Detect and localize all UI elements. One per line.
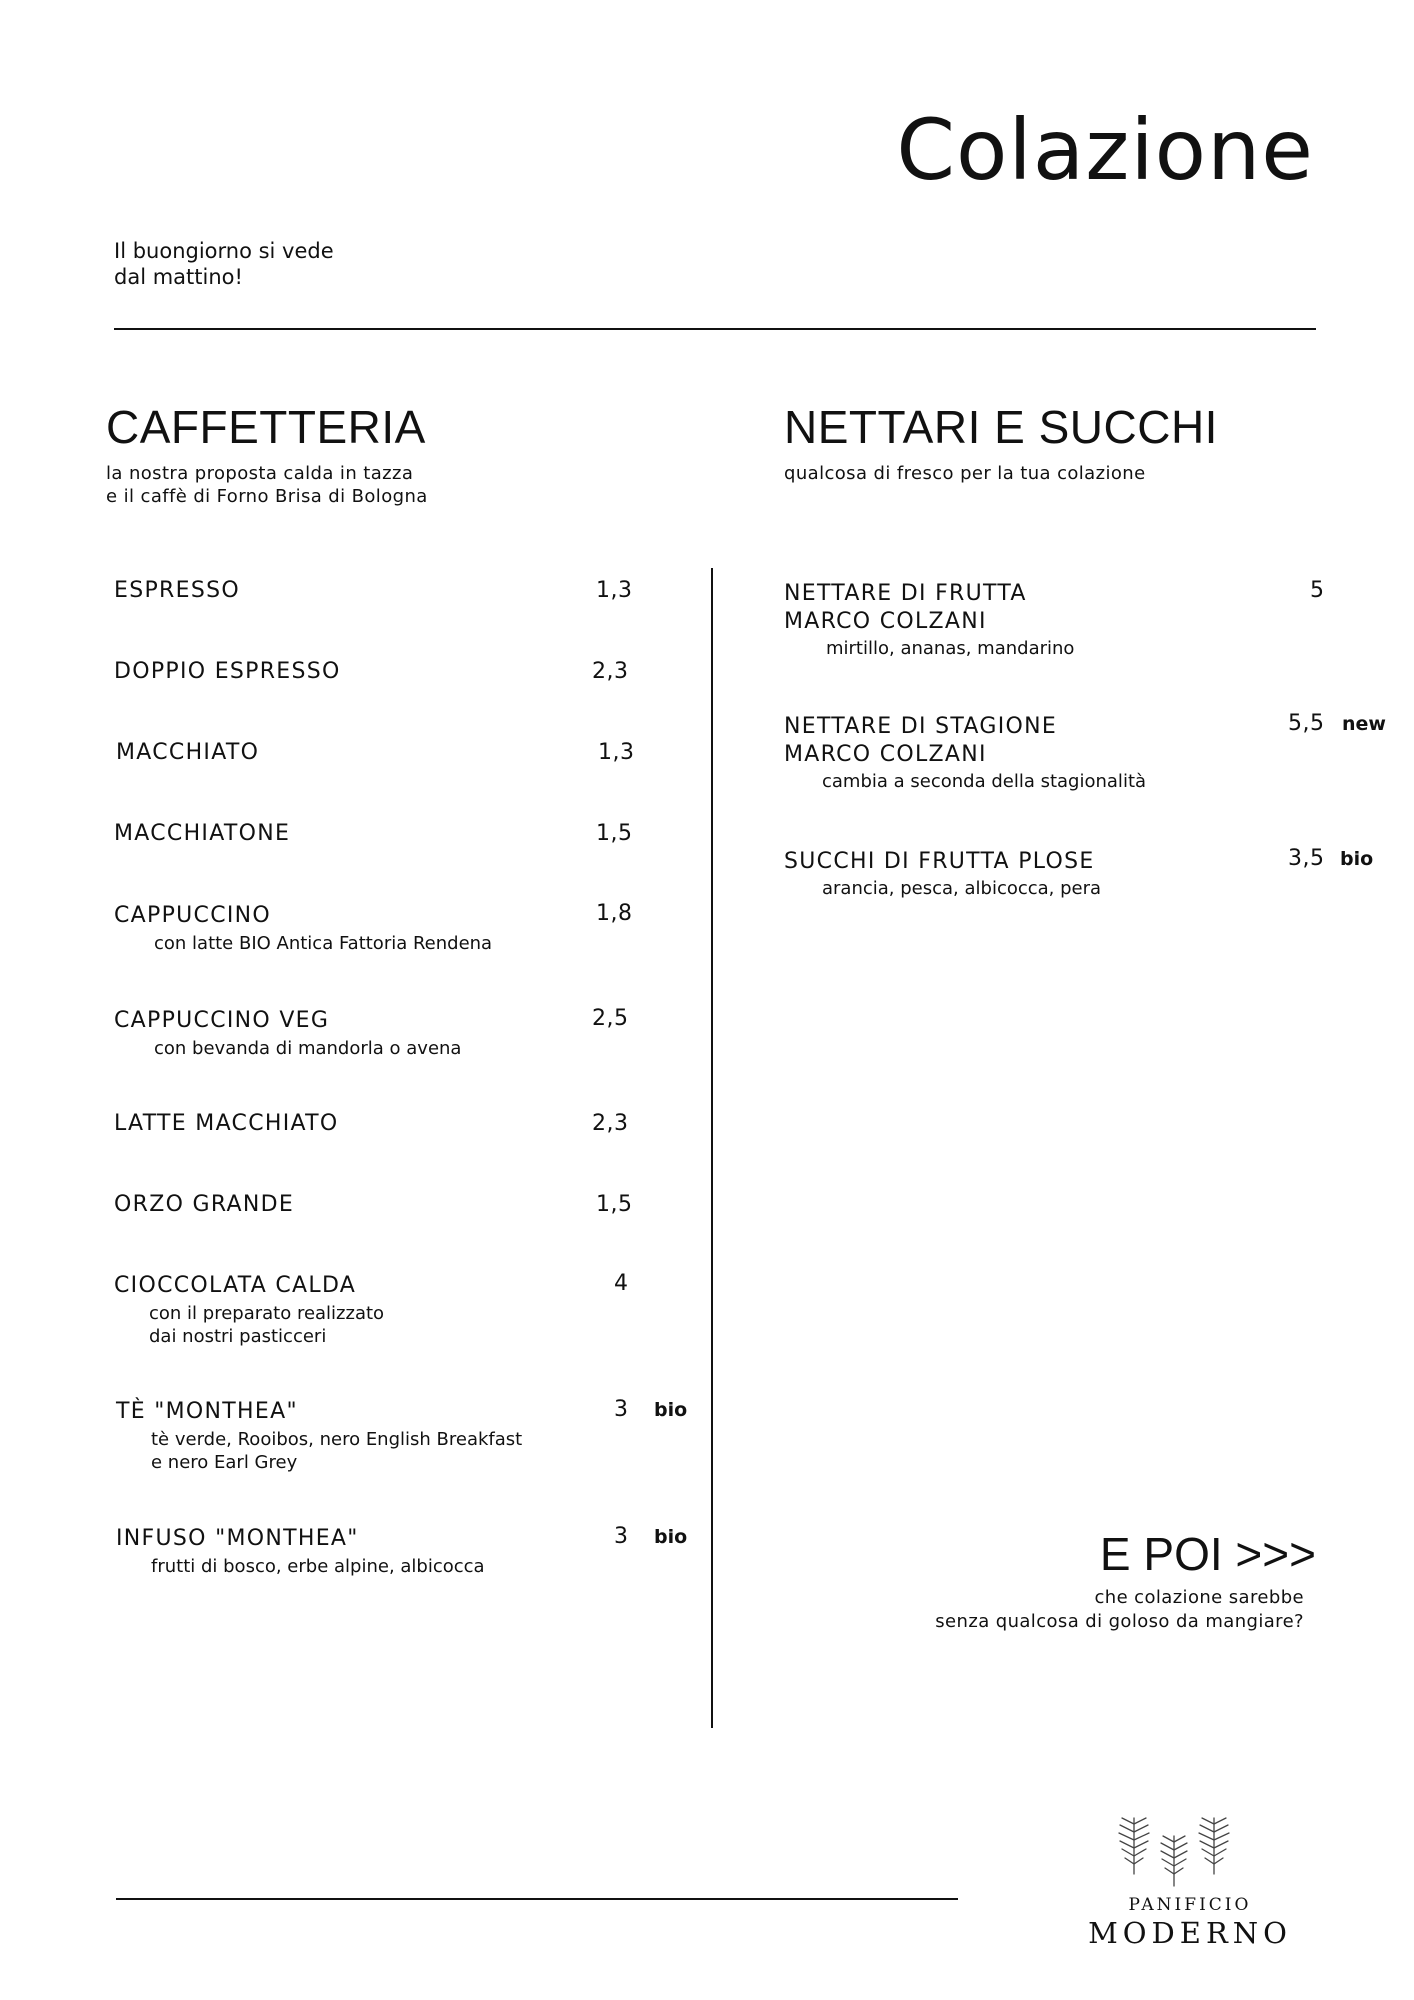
top-divider: [114, 328, 1316, 330]
menu-item-name: TÈ "MONTHEA": [116, 1399, 298, 1424]
menu-item-price: 1,3: [596, 578, 633, 603]
menu-item-name: MARCO COLZANI: [784, 609, 987, 634]
menu-item-name: ORZO GRANDE: [114, 1192, 295, 1217]
tagline: [114, 238, 434, 290]
menu-item-description: arancia, pesca, albicocca, pera: [822, 878, 1102, 899]
epoi-subtitle: [935, 1586, 1304, 1634]
menu-item-price: 1,5: [596, 821, 633, 846]
bio-badge: bio: [1340, 848, 1374, 870]
caffetteria-subtitle-line-2: e il caffè di Forno Brisa di Bologna: [106, 486, 428, 507]
menu-item-description: con latte BIO Antica Fattoria Rendena: [154, 933, 493, 954]
menu-item-name: CAPPUCCINO VEG: [114, 1008, 330, 1033]
menu-item-description: frutti di bosco, erbe alpine, albicocca: [151, 1556, 485, 1577]
menu-item-name: MACCHIATONE: [114, 821, 291, 846]
menu-item-description: cambia a seconda della stagionalità: [822, 771, 1147, 792]
menu-item-price: 1,3: [598, 740, 635, 765]
bio-badge: bio: [654, 1526, 688, 1548]
menu-item-name: LATTE MACCHIATO: [114, 1111, 339, 1136]
logo-moderno: MODERNO: [1088, 1916, 1292, 1950]
nettari-subtitle: qualcosa di fresco per la tua colazione: [784, 463, 1146, 484]
caffetteria-subtitle-line-1: la nostra proposta calda in tazza: [106, 463, 414, 484]
menu-item-price: 2,3: [592, 1111, 629, 1136]
caffetteria-title: CAFFETTERIA: [106, 401, 426, 453]
menu-item-description: con il preparato realizzato: [149, 1303, 385, 1324]
menu-item-price: 2,3: [592, 659, 629, 684]
epoi-title: E POI >>>: [1099, 1528, 1316, 1580]
menu-item-price: 1,5: [596, 1192, 633, 1217]
menu-item-price: 1,8: [596, 901, 633, 926]
menu-item-price: 5,5: [1288, 711, 1325, 736]
menu-item-price: 4: [614, 1271, 629, 1296]
tagline-line-1: Il buongiorno si vede: [114, 239, 334, 263]
menu-item-description: tè verde, Rooibos, nero English Breakfast: [151, 1429, 523, 1450]
menu-item-price: 3,5: [1288, 846, 1325, 871]
menu-item-price: 3: [614, 1397, 629, 1422]
new-badge: new: [1342, 713, 1386, 735]
menu-item-name: MACCHIATO: [116, 740, 260, 765]
bottom-divider: [116, 1898, 958, 1900]
caffetteria-subtitle: [106, 462, 428, 508]
menu-item-name: ESPRESSO: [114, 578, 240, 603]
menu-item-description: dai nostri pasticceri: [149, 1326, 327, 1347]
menu-item-name: SUCCHI DI FRUTTA PLOSE: [784, 849, 1095, 874]
wheat-logo-icon: [1112, 1816, 1236, 1888]
nettari-title: NETTARI E SUCCHI: [784, 401, 1218, 453]
menu-item-name: CIOCCOLATA CALDA: [114, 1273, 357, 1298]
menu-item-name: NETTARE DI FRUTTA: [784, 581, 1027, 606]
menu-item-name: MARCO COLZANI: [784, 742, 987, 767]
page-title: Colazione: [896, 101, 1314, 199]
menu-item-name: CAPPUCCINO: [114, 903, 272, 928]
logo-panificio: PANIFICIO: [1128, 1895, 1252, 1915]
menu-item-description: con bevanda di mandorla o avena: [154, 1038, 462, 1059]
epoi-subtitle-line-1: che colazione sarebbe: [1094, 1587, 1304, 1608]
tagline-line-2: dal mattino!: [114, 265, 243, 289]
menu-item-name: INFUSO "MONTHEA": [116, 1526, 359, 1551]
epoi-subtitle-line-2: senza qualcosa di goloso da mangiare?: [935, 1611, 1304, 1632]
menu-item-price: 2,5: [592, 1006, 629, 1031]
menu-item-price: 5: [1310, 578, 1325, 603]
menu-item-name: NETTARE DI STAGIONE: [784, 714, 1058, 739]
column-divider: [711, 568, 713, 1728]
bio-badge: bio: [654, 1399, 688, 1421]
menu-item-description: e nero Earl Grey: [151, 1452, 298, 1473]
menu-item-price: 3: [614, 1524, 629, 1549]
menu-item-description: mirtillo, ananas, mandarino: [826, 638, 1075, 659]
menu-item-name: DOPPIO ESPRESSO: [114, 659, 341, 684]
